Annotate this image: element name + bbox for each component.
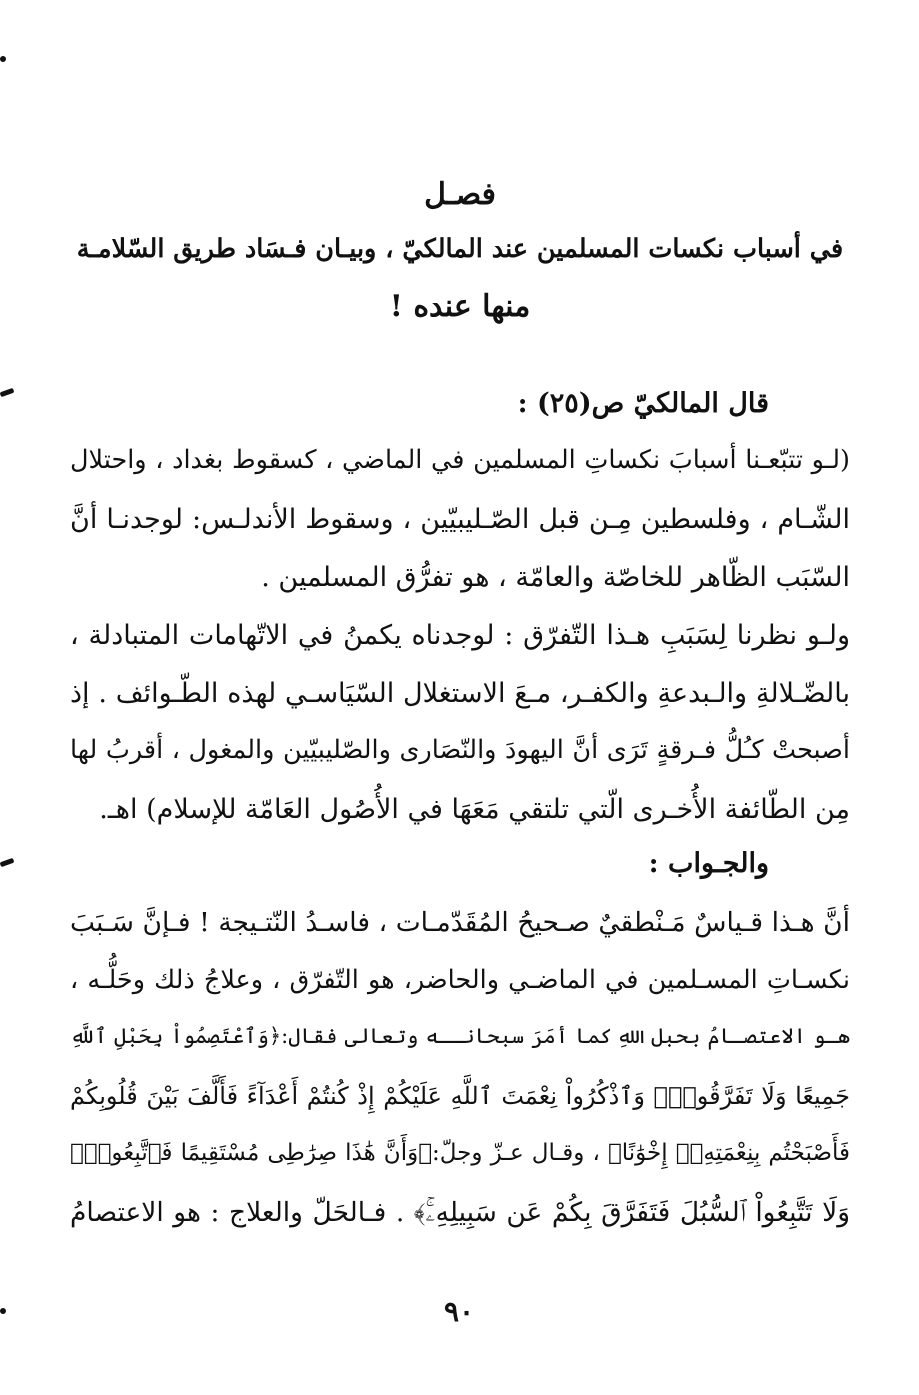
text-line: بالضّـلالةِ والـبدعةِ والكفـر، مـعَ الاستغلال السّيَاسـي لهذه الطّـوائف . إذ	[70, 678, 850, 709]
scan-edge-mark	[0, 56, 6, 62]
text-line: نكسـاتِ المسـلمين في الماضـي والحاضر، هو التّفرّق ، وعلاجُ ذلك وحَلُّـه ،	[70, 965, 850, 995]
scan-edge-mark	[0, 1308, 6, 1314]
quran-verse-line: فَأَصْبَحْتُم بِنِعْمَتِهِۦٓ إِخْوَٰنًا﴾ ، وقـال عـزّ وجلّ:﴿وَأَنَّ هَٰذَا صِرَٰطِى مُسْتَقِيمًا فَٱتَّبِعُوهُۖ	[70, 1140, 850, 1166]
quran-verse-line: جَمِيعًا وَلَا تَفَرَّقُواْۚ وَٱذْكُرُواْ نِعْمَتَ ٱللَّهِ عَلَيْكُمْ إِذْ كُنتُمْ أَعْدَآءً فَأَلَّفَ بَيْنَ قُلُوبِكُمْ	[70, 1082, 850, 1110]
section-subtitle-line-1: في أسباب نكسات المسلمين عند المالكيّ ، وبيـان فـسَاد طريق السّلامـة	[76, 234, 844, 264]
text-line: ولـو نظرنا لِسَبَبِ هـذا التّفرّق : لوجدناه يكمنُ في الاتّهامات المتبادلة ،	[70, 620, 850, 651]
section-title: فصـل	[424, 177, 496, 212]
text-line: أصبحتْ كـُلُّ فـرقةٍ تَرَى أنَّ اليهودَ والنّصَارى والصّليبيّين والمغول ، أقربُ لها	[70, 735, 850, 765]
text-line: أنَّ هـذا قـياسٌ مَـنْطقيٌ صـحيحُ المُقَدّمـات ، فاسـدُ النّتـيجة ! فـإنَّ سَـبَبَ	[70, 907, 850, 938]
answer-heading: والجـواب :	[648, 848, 769, 879]
text-line: الشّـام ، وفلسطين مِـن قبل الصّـليبيّين ، وسقوط الأندلـس: لوجدنـا أنَّ	[70, 504, 850, 535]
text-line: (لـو تتبّعـنا أسبابَ نكساتِ المسلمين في الماضي ، كسقوط بغداد ، واحتلال	[70, 445, 850, 475]
section-subtitle-line-2: منها عنده !	[389, 289, 531, 324]
text-line: هـو الاعتصـامُ بحبل اللهِ كما أمَرَ سبحانــه وتعالى فقال:﴿وَٱعْتَصِمُواْ بِحَبْلِ ٱللَّهِ	[70, 1024, 850, 1048]
page-number: ٩٠	[443, 1295, 475, 1328]
text-line: مِن الطّائفة الأُخـرى الّتي تلتقي مَعَهَا في الأُصُول العَامّة للإسلام) اهـ.	[99, 794, 850, 825]
scan-edge-mark	[0, 858, 14, 867]
text-line: السّبَب الظّاهر للخاصّة والعامّة ، هو تفرُّق المسلمين .	[261, 562, 850, 593]
quote-intro: قال المالكيّ ص(٢٥) :	[517, 388, 769, 419]
quran-verse-line: وَلَا تَتَّبِعُواْ ٱلسُّبُلَ فَتَفَرَّقَ بِكُمْ عَن سَبِيلِهِۦۚ﴾ . فـالحَلّ والعلاج : هو الاعتصامُ	[70, 1197, 850, 1228]
scan-edge-mark	[0, 388, 14, 397]
